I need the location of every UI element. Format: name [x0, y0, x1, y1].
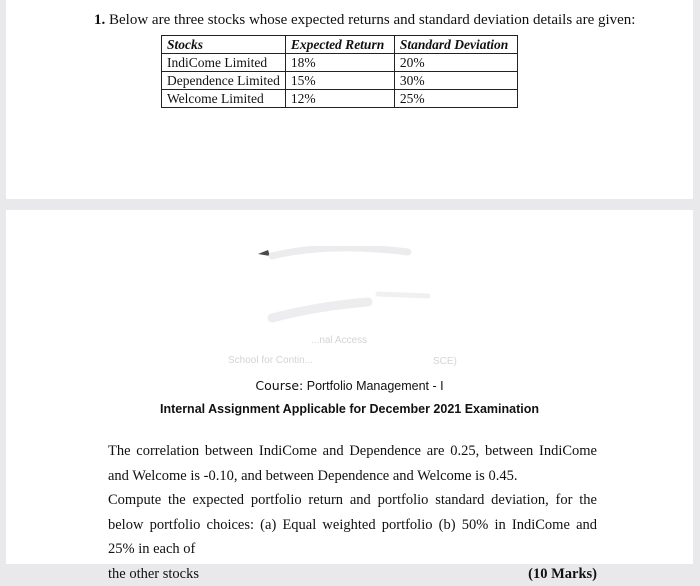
- document-page-1: [6, 0, 693, 199]
- cell-standard-deviation: 30%: [394, 72, 517, 90]
- task-paragraph: Compute the expected portfolio return and portfolio standard deviation, for the below portfolio choices: (a) Equal weighted portfolio (b) 50% in IndiCome and 25% in each of: [108, 488, 597, 562]
- faded-logo-icon: [258, 246, 448, 326]
- cell-stock: IndiCome Limited: [162, 54, 286, 72]
- header-expected-return: Expected Return: [285, 36, 394, 54]
- question-heading: [94, 12, 635, 29]
- cell-standard-deviation: 20%: [394, 54, 517, 72]
- question-number: 1.: [94, 12, 105, 28]
- watermark-text-1: ...nal Access: [311, 335, 367, 346]
- cell-expected-return: 12%: [285, 90, 394, 108]
- cell-stock: Welcome Limited: [162, 90, 286, 108]
- cell-expected-return: 15%: [285, 72, 394, 90]
- cell-expected-return: 18%: [285, 54, 394, 72]
- course-line: [6, 378, 693, 393]
- document-page-2: [6, 210, 693, 564]
- assignment-title: Internal Assignment Applicable for December 2021 Examination: [6, 402, 693, 416]
- cell-standard-deviation: 25%: [394, 90, 517, 108]
- header-stocks: Stocks: [162, 36, 286, 54]
- correlation-paragraph: The correlation between IndiCome and Dependence are 0.25, between IndiCome and Welcome is -0.10, and between Dependence and Welcome is 0.45.: [108, 439, 597, 488]
- table-row: [162, 90, 518, 108]
- watermark-text-3: SCE): [433, 356, 457, 367]
- watermark-text-2: School for Contin...: [228, 355, 313, 366]
- table-row: [162, 72, 518, 90]
- table-header-row: [162, 36, 518, 54]
- marks-label: (10 Marks): [528, 562, 597, 586]
- header-standard-deviation: Standard Deviation: [394, 36, 517, 54]
- table-row: [162, 54, 518, 72]
- course-label: Course:: [255, 378, 303, 393]
- question-text: Below are three stocks whose expected returns and standard deviation details are given:: [109, 12, 635, 28]
- cell-stock: Dependence Limited: [162, 72, 286, 90]
- stocks-table: [161, 35, 518, 108]
- task-paragraph-end: the other stocks: [108, 562, 199, 586]
- task-last-line: [108, 562, 597, 586]
- course-name: Portfolio Management - I: [307, 379, 444, 393]
